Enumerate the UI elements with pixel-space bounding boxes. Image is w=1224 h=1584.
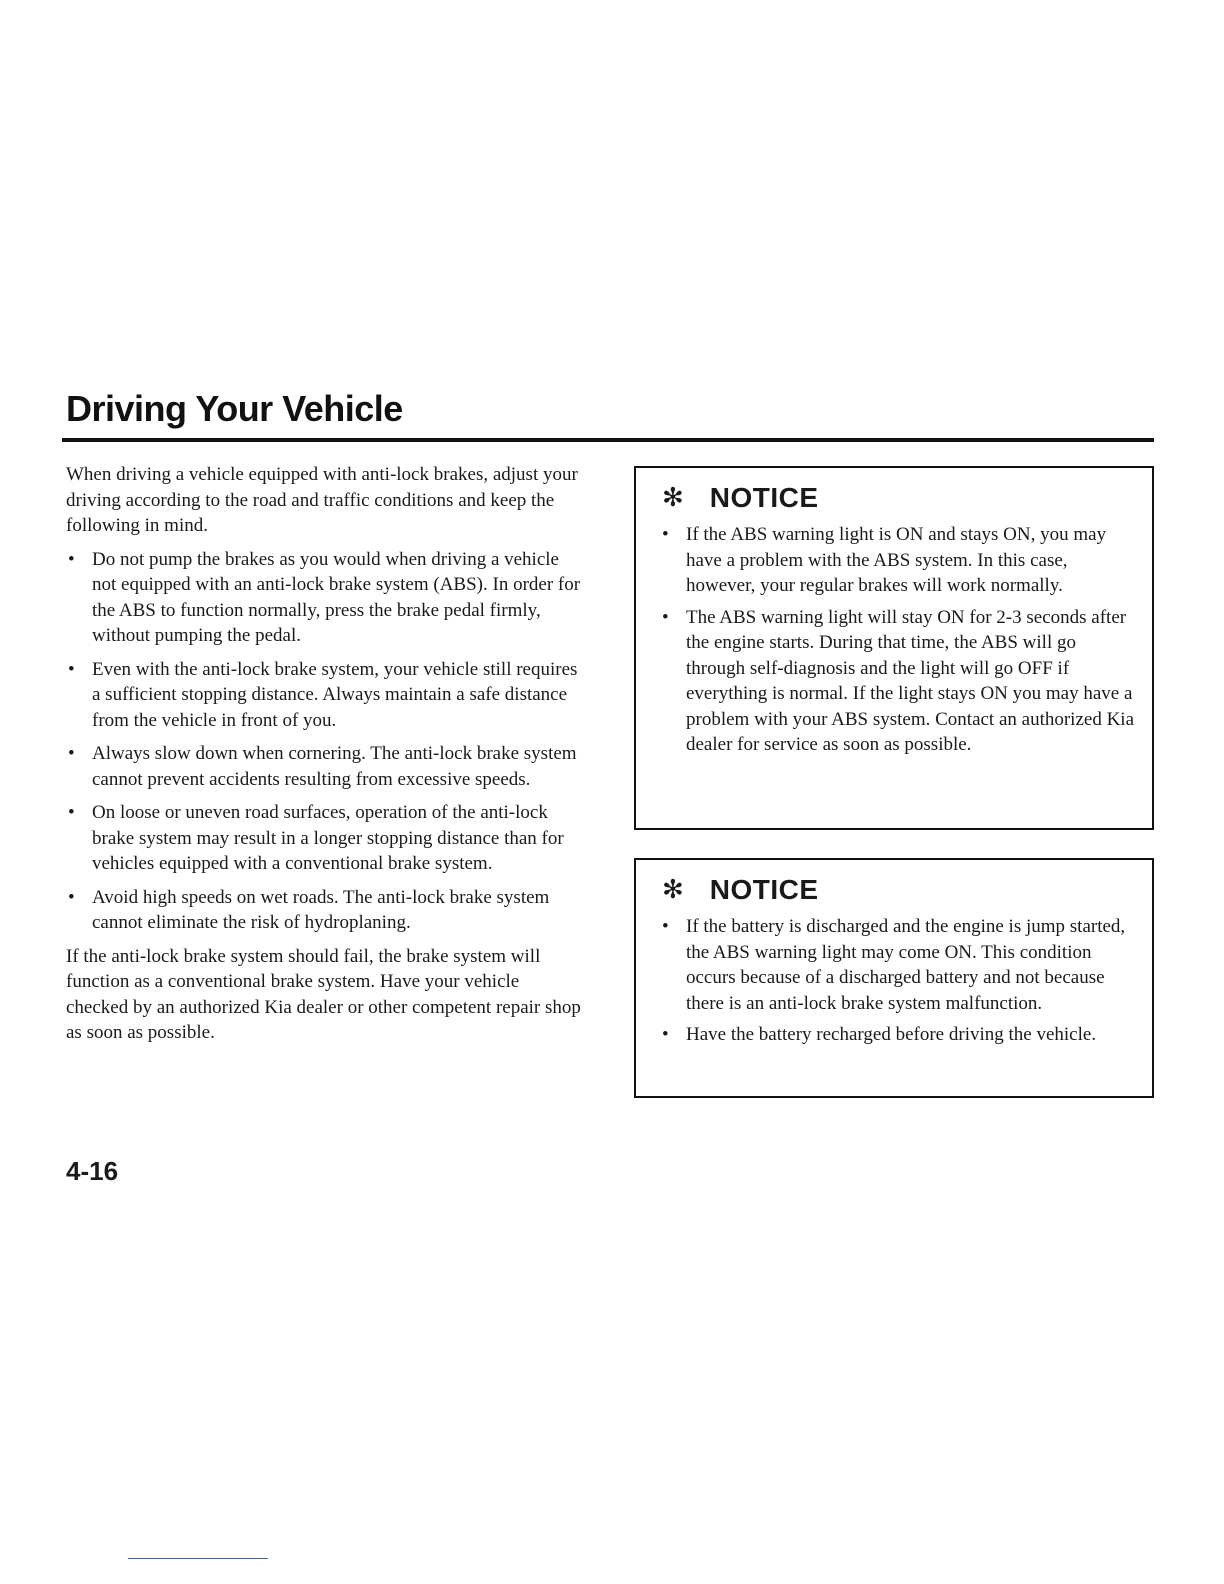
list-item-text: Avoid high speeds on wet roads. The anti-lock brake system cannot eliminate the risk of hydroplaning. xyxy=(92,886,550,933)
bullet-icon: • xyxy=(68,802,75,823)
list-item-text: On loose or uneven road surfaces, operation of the anti-lock brake system may result in a longer stopping distance than for vehicles equipped with a conventional brake system. xyxy=(92,802,564,874)
notice-box-abs-warning xyxy=(634,466,1154,830)
bullet-icon: • xyxy=(662,606,669,628)
notice-label: NOTICE xyxy=(709,874,819,905)
title-rule xyxy=(62,438,1154,442)
asterisk-icon: ✻ xyxy=(662,483,684,513)
footer-rule xyxy=(128,1558,268,1559)
bullet-icon: • xyxy=(662,524,669,545)
precaution-list xyxy=(66,547,586,936)
notice-heading xyxy=(662,872,1138,908)
closing-paragraph: If the anti-lock brake system should fail, the brake system will function as a conventional brake system. Have your vehicle checked by an authorized Kia dealer or other competent repair shop as soon as possible. xyxy=(66,945,581,1043)
bullet-icon: • xyxy=(68,548,75,570)
notice-list xyxy=(652,914,1138,1048)
list-item-text: If the ABS warning light is ON and stays ON, you may have a problem with the ABS system. In this case, however, your regular brakes will work normally. xyxy=(686,524,1107,596)
notice-label: NOTICE xyxy=(709,482,819,513)
intro-paragraph: When driving a vehicle equipped with anti-lock brakes, adjust your driving according to the road and traffic conditions and keep the following in mind. xyxy=(66,464,578,536)
list-item xyxy=(66,800,586,877)
list-item xyxy=(652,1022,1138,1048)
list-item xyxy=(66,741,586,792)
bullet-icon: • xyxy=(68,658,75,680)
list-item-text: Always slow down when cornering. The anti-lock brake system cannot prevent accidents resulting from excessive speeds. xyxy=(92,743,577,790)
asterisk-icon: ✻ xyxy=(662,875,684,905)
bullet-icon: • xyxy=(68,743,75,764)
left-column xyxy=(66,462,586,1046)
list-item-text: If the battery is discharged and the engine is jump started, the ABS warning light may come ON. This condition occurs because of a discharged battery and not because there is an anti-lock brake system malfunction. xyxy=(686,916,1126,1014)
notice-box-battery xyxy=(634,858,1154,1098)
list-item-text: Even with the anti-lock brake system, your vehicle still requires a sufficient stopping distance. Always maintain a safe distance from the vehicle in front of you. xyxy=(92,658,578,731)
page-number: 4-16 xyxy=(66,1156,119,1186)
list-item xyxy=(66,657,586,734)
list-item-text: Have the battery recharged before driving the vehicle. xyxy=(686,1024,1097,1045)
bullet-icon: • xyxy=(662,1024,669,1045)
list-item-text: The ABS warning light will stay ON for 2-3 seconds after the engine starts. During that time, the ABS will go through self-diagnosis and the light will go OFF if everything is normal. If the light stays ON you may have a problem with your ABS system. Contact an authorized Kia dealer for service as soon as possible. xyxy=(686,606,1135,755)
list-item-text: Do not pump the brakes as you would when driving a vehicle not equipped with an anti-lock brake system (ABS). In order for the ABS to function normally, press the brake pedal firmly, without pumping the pedal. xyxy=(92,548,581,646)
list-item xyxy=(652,522,1138,599)
list-item xyxy=(652,605,1138,758)
list-item xyxy=(652,914,1138,1016)
bullet-icon: • xyxy=(662,916,669,937)
list-item xyxy=(66,885,586,936)
notice-heading xyxy=(662,480,1138,516)
list-item xyxy=(66,547,586,649)
section-title: Driving Your Vehicle xyxy=(66,388,403,429)
notice-list xyxy=(652,522,1138,758)
bullet-icon: • xyxy=(68,886,75,908)
